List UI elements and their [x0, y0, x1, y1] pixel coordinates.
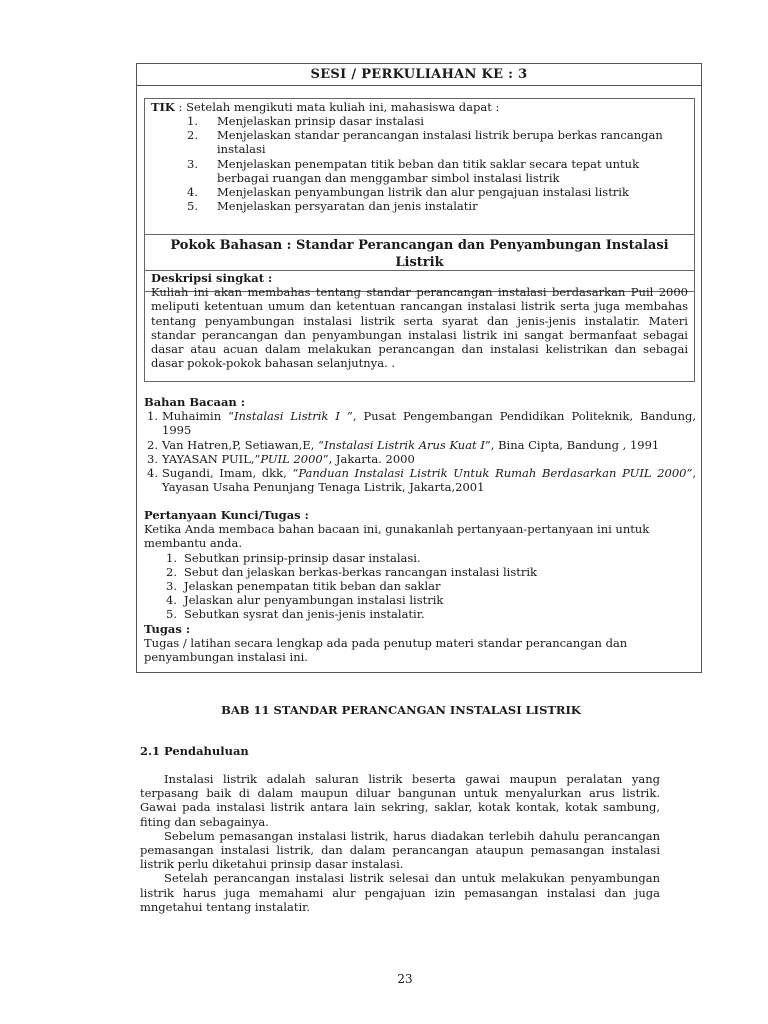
tik-item-text: Menjelaskan prinsip dasar instalasi	[217, 114, 424, 128]
question-text: Jelaskan alur penyambungan instalasi listrik	[184, 593, 444, 608]
question-item: 1. Sebutkan prinsip-prinsip dasar instalasi.	[166, 550, 421, 565]
tugas-text: Tugas / latihan secara lengkap ada pada penutup materi standar perancangan dan penyambungan instalasi ini.	[144, 635, 628, 665]
reference-item	[144, 409, 696, 437]
pokok-bahasan-box	[144, 234, 695, 382]
tik-item: 4. Menjelaskan penyambungan listrik dan alur pengajuan instalasi listrik	[187, 185, 629, 200]
tik-item: 5. Menjelaskan persyaratan dan jenis instalatir	[187, 199, 478, 214]
pertanyaan-label: Pertanyaan Kunci/Tugas :	[144, 508, 309, 522]
session-title: SESI / PERKULIAHAN KE : 3	[137, 64, 701, 86]
deskripsi-section	[145, 271, 694, 370]
body-paragraph: Setelah perancangan instalasi listrik selesai dan untuk melakukan penyambungan listrik harus juga memahami alur pengajuan izin pemasangan instalasi dan juga mngetahui tentang instalatir.	[140, 871, 660, 914]
question-text: Sebutkan prinsip-prinsip dasar instalasi.	[184, 550, 421, 565]
deskripsi-text: Kuliah ini akan membahas tentang standar perancangan instalasi berdasarkan Puil 2000 meliputi ketentuan umum dan ketentuan rancangan instalasi listrik serta juga membahas tentang penyambungan instalasi listrik serta syarat dan jenis-jenis instalatir. Materi standar perancangan dan penyambungan instalasi listrik ini sangat bermanfaat sebagai dasar atau acuan dalam melakukan perancangan dan instalasi kelistrikan dan sebagai dasar pokok-pokok bahasan selanjutnya. .	[151, 285, 688, 371]
reference-publisher: ”, Jakarta. 2000	[322, 451, 415, 466]
reference-title: PUIL 2000	[260, 451, 323, 466]
question-text: Jelaskan penempatan titik beban dan saklar	[184, 579, 441, 594]
question-text: Sebutkan sysrat dan jenis-jenis instalatir.	[184, 607, 425, 622]
tik-item-text: Menjelaskan standar perancangan instalasi listrik berupa berkas rancangan instalasi	[217, 128, 663, 157]
session-box	[136, 63, 702, 673]
question-item: 4. Jelaskan alur penyambungan instalasi listrik	[166, 593, 444, 608]
reference-item	[144, 438, 696, 452]
question-item: 3. Jelaskan penempatan titik beban dan saklar	[166, 579, 441, 594]
tik-item-text: Menjelaskan penempatan titik beban dan titik saklar secara tepat untuk berbagai ruangan dan menggambar simbol instalasi listrik	[217, 156, 640, 185]
question-text: Sebut dan jelaskan berkas-berkas rancangan instalasi listrik	[184, 564, 538, 579]
bahan-bacaan-section	[144, 395, 696, 494]
page-number: 23	[397, 972, 413, 986]
chapter-title: BAB 11 STANDAR PERANCANGAN INSTALASI LISTRIK	[221, 703, 581, 717]
pokok-bahasan-title: Pokok Bahasan : Standar Perancangan dan Penyambungan Instalasi Listrik	[145, 235, 694, 271]
reference-author: Sugandi, Imam, dkk,	[162, 466, 293, 481]
section-body	[140, 772, 660, 914]
tik-label: TIK	[151, 100, 175, 114]
section-title: 2.1 Pendahuluan	[140, 744, 249, 758]
tik-item-text: Menjelaskan penyambungan listrik dan alur pengajuan instalasi listrik	[217, 185, 629, 200]
reference-publisher: , Pusat Pengembangan Pendidikan Politeknik, Bandung, 1995	[162, 409, 697, 438]
tik-item: 2. Menjelaskan standar perancangan instalasi listrik berupa berkas rancangan instalasi	[187, 128, 663, 157]
tik-item-text: Menjelaskan persyaratan dan jenis instalatir	[217, 199, 478, 214]
pertanyaan-section	[144, 508, 696, 664]
body-paragraph: Sebelum pemasangan instalasi listrik, harus diadakan terlebih dahulu perancangan pemasangan instalasi listrik, dan dalam perancangan ataupun pemasangan instalasi listrik perlu diketahui prinsip dasar instalasi.	[140, 828, 660, 872]
body-paragraph: Instalasi listrik adalah saluran listrik beserta gawai maupun peralatan yang terpasang baik di dalam maupun diluar bangunan untuk menyalurkan arus listrik. Gawai pada instalasi listrik antara lain sekring, saklar, kotak kontak, kotak sambung, fiting dan sebagainya.	[140, 772, 660, 829]
reference-publisher: , Yayasan Usaha Penunjang Tenaga Listrik, Jakarta,2001	[162, 466, 696, 495]
bahan-bacaan-label: Bahan Bacaan :	[144, 395, 246, 409]
reference-item	[144, 466, 696, 494]
reference-number: 2.	[147, 437, 158, 452]
question-item: 2. Sebut dan jelaskan berkas-berkas rancangan instalasi listrik	[166, 564, 538, 579]
reference-number: 4.	[147, 466, 158, 481]
tik-item: 1. Menjelaskan prinsip dasar instalasi	[187, 114, 424, 128]
reference-author: Van Hatren,P, Setiawan,E, “	[162, 437, 324, 452]
reference-title: “Panduan Instalasi Listrik Untuk Rumah Berdasarkan PUIL 2000”	[292, 466, 693, 481]
reference-number: 3.	[147, 451, 158, 466]
tik-intro-text: : Setelah mengikuti mata kuliah ini, mahasiswa dapat :	[174, 100, 500, 114]
reference-title: Instalasi Listrik Arus Kuat I	[323, 437, 485, 452]
reference-publisher: ”, Bina Cipta, Bandung , 1991	[484, 437, 660, 452]
reference-number: 1.	[147, 409, 158, 424]
tik-list	[187, 114, 677, 213]
reference-item	[144, 452, 696, 466]
reference-author: YAYASAN PUIL,”	[162, 451, 261, 466]
tik-intro	[151, 100, 499, 114]
deskripsi-label: Deskripsi singkat :	[151, 271, 273, 285]
question-item: 5. Sebutkan sysrat dan jenis-jenis instalatir.	[166, 607, 425, 622]
tik-item: 3. Menjelaskan penempatan titik beban dan titik saklar secara tepat untuk berbagai ruangan dan menggambar simbol instalasi listrik	[187, 156, 640, 185]
tugas-label: Tugas :	[144, 621, 191, 636]
reference-author: Muhaimin “	[162, 409, 234, 424]
reference-title: Instalasi Listrik I ”	[233, 409, 353, 424]
pertanyaan-intro: Ketika Anda membaca bahan bacaan ini, gunakanlah pertanyaan-pertanyaan ini untuk membantu anda.	[144, 522, 650, 551]
